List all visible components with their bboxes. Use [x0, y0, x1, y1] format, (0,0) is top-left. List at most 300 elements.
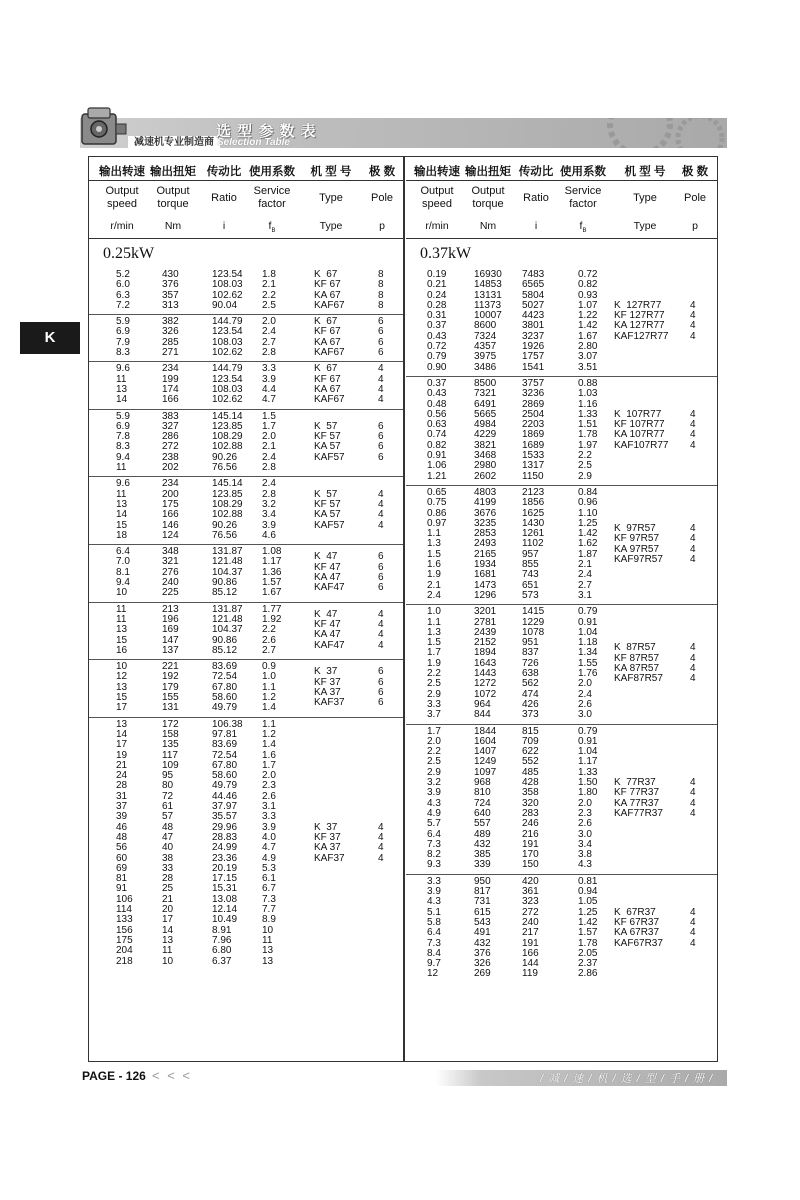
group-col-i — [522, 607, 544, 720]
type-cell: K 67 — [314, 363, 338, 375]
table-cell: 135 — [162, 739, 179, 751]
table-cell: 6.7 — [262, 883, 276, 895]
pole-cell: 6 — [378, 676, 384, 688]
table-cell: 7.2 — [116, 299, 130, 311]
group-type — [314, 823, 345, 864]
type-cell: K 37 — [314, 821, 338, 833]
table-cell: 1.2 — [262, 692, 276, 704]
header-en-5: Pole — [683, 192, 707, 204]
table-cell: 1.17 — [578, 756, 598, 768]
group-col-n — [427, 727, 441, 871]
group-col-f — [578, 488, 597, 601]
pole-cell: 6 — [378, 582, 384, 594]
table-cell: 1.50 — [578, 777, 598, 789]
table-cell: 1.36 — [262, 566, 282, 578]
table-cell: 49.79 — [212, 780, 238, 792]
table-cell: 3.7 — [427, 709, 441, 721]
table-cell: 3.4 — [578, 838, 592, 850]
table-cell: 28 — [116, 780, 128, 792]
table-cell: 10 — [116, 587, 128, 599]
group-separator — [89, 544, 403, 545]
table-cell: 102.62 — [212, 347, 243, 359]
table-cell: 474 — [522, 688, 539, 700]
type-cell: KAF67 — [314, 347, 345, 359]
table-cell: 1272 — [474, 678, 497, 690]
table-cell: 11 — [116, 488, 127, 500]
table-cell: 3.9 — [427, 886, 441, 898]
table-cell: 91 — [116, 883, 128, 895]
table-cell: 2.5 — [578, 460, 592, 472]
table-cell: 1.7 — [262, 759, 276, 771]
header-en-2: Ratio — [523, 192, 549, 204]
group-col-n — [116, 720, 133, 967]
header-unit-5: p — [379, 220, 385, 232]
pole-cell: 4 — [378, 842, 384, 854]
group-separator — [89, 476, 403, 477]
table-cell: 1.04 — [578, 746, 598, 758]
table-cell: 2602 — [474, 470, 497, 482]
group-col-n — [116, 479, 130, 541]
table-cell: 11 — [162, 945, 173, 957]
group-separator — [406, 376, 717, 377]
table-cell: 950 — [474, 875, 491, 887]
group-col-t — [162, 605, 179, 656]
table-cell: 46 — [116, 821, 128, 833]
table-cell: 0.56 — [427, 408, 447, 420]
table-cell: 13131 — [474, 289, 502, 301]
table-cell: 3.51 — [578, 361, 598, 373]
group-col-i — [212, 479, 243, 541]
table-cell: 557 — [474, 818, 491, 830]
power-rating: 0.25kW — [103, 245, 155, 262]
group-type — [614, 778, 663, 819]
group-col-i — [522, 727, 539, 871]
table-cell: 7483 — [522, 269, 545, 280]
group-pole — [378, 610, 384, 651]
table-cell: 14 — [162, 924, 174, 936]
table-cell: 174 — [162, 383, 179, 395]
table-cell: 19 — [116, 749, 128, 761]
table-cell: 102.88 — [212, 441, 243, 453]
table-cell: 5.3 — [262, 862, 276, 874]
table-cell: 0.31 — [427, 310, 447, 322]
table-cell: 2.9 — [427, 766, 441, 778]
table-cell: 837 — [522, 647, 539, 659]
table-cell: 1.34 — [578, 647, 598, 659]
table-cell: 1869 — [522, 429, 545, 441]
table-cell: 3.9 — [427, 787, 441, 799]
group-col-f — [578, 877, 597, 980]
pole-cell: 6 — [378, 420, 384, 432]
table-cell: 640 — [474, 807, 491, 819]
table-cell: 3.9 — [262, 519, 276, 531]
table-cell: 9.4 — [116, 577, 130, 589]
pole-cell: 4 — [690, 408, 696, 420]
table-cell: 14 — [116, 509, 128, 521]
table-cell: 4803 — [474, 487, 497, 498]
table-cell: 1689 — [522, 439, 545, 451]
type-cell: KF 57 — [314, 431, 341, 443]
table-cell: 9.4 — [116, 451, 130, 463]
table-cell: 1.87 — [578, 548, 598, 560]
table-cell: 2.1 — [427, 579, 441, 591]
header-en-4: Type — [319, 192, 343, 204]
table-cell: 76.56 — [212, 529, 238, 541]
table-cell: 119 — [522, 968, 538, 980]
table-cell: 1.17 — [262, 556, 282, 568]
type-cell: K 127R77 — [614, 299, 662, 311]
table-cell: 1.1 — [262, 681, 276, 693]
table-cell: 1.97 — [578, 439, 598, 451]
table-cell: 145.14 — [212, 410, 243, 422]
table-cell: 1894 — [474, 647, 497, 659]
table-cell: 1296 — [474, 589, 497, 601]
table-cell: 2.4 — [578, 688, 592, 700]
table-cell: 3.0 — [578, 709, 592, 721]
table-cell: 1.67 — [262, 587, 282, 599]
table-cell: 543 — [474, 916, 491, 928]
table-cell: 489 — [474, 828, 491, 840]
table-cell: 216 — [522, 828, 539, 840]
pole-cell: 6 — [378, 571, 384, 583]
table-cell: 69 — [116, 862, 128, 874]
table-cell: 1.7 — [262, 420, 276, 432]
header-unit-2: i — [534, 220, 538, 232]
table-cell: 83.69 — [212, 739, 238, 751]
table-cell: 15 — [116, 634, 128, 646]
header-cn-4: 机 型 号 — [624, 166, 666, 178]
table-cell: 1.55 — [578, 657, 598, 669]
header-unit-4: Type — [633, 220, 657, 232]
table-cell: 131.87 — [212, 603, 243, 615]
table-cell: 0.79 — [578, 725, 598, 737]
table-cell: 1249 — [474, 756, 497, 768]
header-cn-4: 机 型 号 — [310, 166, 352, 178]
pole-cell: 6 — [378, 441, 384, 453]
table-cell: 17 — [116, 702, 128, 714]
table-cell: 383 — [162, 410, 179, 422]
header-unit-3: $f_B$ — [579, 220, 587, 235]
page-arrows: < < < — [152, 1068, 192, 1083]
table-cell: 1.57 — [262, 577, 282, 589]
table-cell: 3.07 — [578, 351, 598, 363]
table-cell: 1.78 — [578, 937, 598, 949]
table-cell: 0.28 — [427, 299, 447, 311]
pole-cell: 4 — [690, 927, 696, 939]
header-separator-top — [89, 180, 403, 181]
table-cell: 2.4 — [262, 478, 276, 490]
table-cell: 67.80 — [212, 681, 238, 693]
header-cn-0: 输出转速 — [414, 166, 460, 178]
table-cell: 21 — [162, 893, 174, 905]
table-cell: 3.3 — [427, 698, 441, 710]
group-col-f — [262, 479, 276, 541]
table-cell: 2.0 — [262, 316, 276, 328]
table-cell: 10.49 — [212, 914, 238, 926]
table-cell: 5027 — [522, 299, 545, 311]
table-cell: 3.2 — [262, 498, 276, 510]
table-cell: 18 — [116, 529, 128, 541]
table-cell: 0.91 — [578, 616, 598, 628]
table-cell: 1.4 — [262, 739, 276, 751]
table-cell: 1625 — [522, 507, 545, 519]
table-cell: 1.42 — [578, 528, 598, 540]
table-cell: 8600 — [474, 320, 497, 332]
type-cell: KAF67R37 — [614, 937, 663, 949]
type-cell: K 87R57 — [614, 642, 656, 654]
header-en-2: Ratio — [211, 192, 237, 204]
table-cell: 191 — [522, 937, 539, 949]
group-col-i — [522, 379, 544, 482]
table-cell: 1.67 — [578, 330, 598, 342]
pole-cell: 4 — [378, 831, 384, 843]
group-type — [314, 317, 345, 358]
table-cell: 2869 — [522, 398, 545, 410]
table-cell: 562 — [522, 678, 539, 690]
table-cell: 121.48 — [212, 613, 243, 625]
section-tab-k: K — [20, 322, 80, 354]
table-cell: 1.07 — [578, 299, 598, 311]
table-cell: 1.57 — [578, 927, 598, 939]
page-title: 选 型 参 数 表 — [216, 123, 317, 140]
table-cell: 1.9 — [427, 657, 441, 669]
group-separator — [89, 602, 403, 603]
table-cell: 196 — [162, 613, 179, 625]
table-cell: 44.46 — [212, 790, 238, 802]
table-cell: 10 — [116, 661, 128, 673]
pole-cell: 8 — [378, 279, 384, 291]
table-cell: 810 — [474, 787, 491, 799]
pole-cell: 4 — [378, 629, 384, 641]
table-cell: 4.3 — [427, 896, 441, 908]
table-cell: 2.2 — [427, 746, 441, 758]
table-cell: 169 — [162, 624, 179, 636]
table-cell: 4357 — [474, 341, 497, 353]
table-cell: 320 — [522, 797, 539, 809]
table-cell: 2.0 — [578, 678, 592, 690]
table-cell: 72.54 — [212, 671, 238, 683]
table-cell: 144 — [522, 958, 539, 970]
type-cell: KAF87R57 — [614, 673, 663, 685]
table-cell: 9.6 — [116, 478, 130, 490]
table-cell: 339 — [474, 859, 491, 871]
table-cell: 1.22 — [578, 310, 598, 322]
table-cell: 2.6 — [578, 818, 592, 830]
table-cell: 1.80 — [578, 787, 598, 799]
table-cell: 218 — [116, 955, 133, 967]
table-cell: 1.62 — [578, 538, 598, 550]
table-cell: 0.63 — [427, 419, 447, 431]
group-col-n — [427, 607, 441, 720]
group-type — [314, 610, 345, 651]
table-cell: 5.8 — [427, 916, 441, 928]
type-cell: KA 87R57 — [614, 662, 660, 674]
table-cell: 7.7 — [262, 904, 276, 916]
table-cell: 108.03 — [212, 279, 243, 291]
table-cell: 2.0 — [262, 770, 276, 782]
type-cell: KA 107R77 — [614, 429, 665, 441]
pole-cell: 8 — [378, 269, 384, 280]
table-cell: 11 — [116, 603, 127, 615]
table-cell: 4.0 — [262, 831, 276, 843]
group-pole — [690, 301, 696, 342]
pole-cell: 4 — [378, 852, 384, 864]
type-cell: K 97R57 — [614, 523, 656, 535]
pole-cell: 4 — [378, 488, 384, 500]
table-cell: 158 — [162, 728, 179, 740]
group-col-i — [212, 605, 243, 656]
table-cell: 1.51 — [578, 419, 598, 431]
header-en-0: Output speed — [105, 185, 139, 210]
table-cell: 2.1 — [262, 279, 276, 291]
table-cell: 108.29 — [212, 431, 243, 443]
table-cell: 1097 — [474, 766, 497, 778]
group-col-f — [578, 607, 597, 720]
table-cell: 147 — [162, 634, 179, 646]
table-cell: 1.5 — [427, 548, 441, 560]
table-cell: 8.3 — [116, 347, 130, 359]
type-cell: K 67R37 — [614, 906, 656, 918]
header-unit-0: r/min — [110, 220, 134, 232]
table-cell: 1317 — [522, 460, 545, 472]
table-cell: 358 — [522, 787, 539, 799]
type-cell: KF 67 — [314, 326, 341, 338]
pole-cell: 8 — [378, 299, 384, 311]
table-cell: 238 — [162, 451, 179, 463]
table-cell: 2.0 — [262, 431, 276, 443]
table-cell: 6.4 — [427, 927, 441, 939]
group-pole — [378, 667, 384, 708]
table-cell: 2.8 — [262, 347, 276, 359]
table-cell: 90.86 — [212, 634, 238, 646]
table-cell: 8.1 — [116, 566, 130, 578]
header-separator-bottom — [406, 238, 717, 239]
table-cell: 1.0 — [427, 606, 441, 618]
table-cell: 58.60 — [212, 692, 238, 704]
table-cell: 0.24 — [427, 289, 447, 301]
table-cell: 166 — [162, 394, 179, 406]
table-cell: 67.80 — [212, 759, 238, 771]
header-cn-3: 使用系数 — [560, 166, 606, 178]
pole-cell: 4 — [378, 619, 384, 631]
group-col-i — [212, 412, 243, 474]
table-cell: 106.38 — [212, 718, 243, 730]
table-cell: 49.79 — [212, 702, 238, 714]
header-en-3: Service factor — [564, 185, 602, 210]
pole-cell: 6 — [378, 326, 384, 338]
table-cell: 3.4 — [262, 509, 276, 521]
table-cell: 97.81 — [212, 728, 238, 740]
table-cell: 8.91 — [212, 924, 232, 936]
type-cell: K 77R37 — [614, 777, 656, 789]
table-cell: 0.86 — [427, 507, 447, 519]
table-cell: 104.37 — [212, 566, 243, 578]
pole-cell: 4 — [378, 383, 384, 395]
table-cell: 1229 — [522, 616, 545, 628]
table-cell: 1.33 — [578, 408, 598, 420]
table-cell: 1533 — [522, 450, 545, 462]
type-cell: KAF47 — [314, 582, 345, 594]
type-cell: K 37 — [314, 666, 338, 678]
table-cell: 3236 — [522, 388, 545, 400]
table-cell: 6.4 — [116, 546, 130, 558]
table-cell: 1.6 — [262, 749, 276, 761]
table-cell: 11 — [116, 373, 127, 385]
table-cell: 85.12 — [212, 587, 238, 599]
table-cell: 1643 — [474, 657, 497, 669]
group-type — [314, 667, 345, 708]
table-cell: 17.15 — [212, 873, 238, 885]
table-cell: 2203 — [522, 419, 545, 431]
table-cell: 2.4 — [262, 326, 276, 338]
table-cell: 156 — [116, 924, 133, 936]
table-cell: 28 — [162, 873, 174, 885]
table-cell: 2.4 — [262, 451, 276, 463]
pole-cell: 4 — [690, 523, 696, 535]
group-separator — [89, 409, 403, 410]
table-cell: 16 — [116, 644, 128, 656]
table-cell: 8.2 — [427, 849, 441, 861]
pole-cell: 6 — [378, 451, 384, 463]
group-col-t — [162, 720, 179, 967]
table-cell: 4.3 — [427, 797, 441, 809]
group-col-t — [474, 270, 502, 373]
table-cell: 1.4 — [262, 702, 276, 714]
table-cell: 1.3 — [427, 626, 441, 638]
pole-cell: 4 — [690, 553, 696, 565]
table-cell: 855 — [522, 559, 539, 571]
header-unit-5: p — [692, 220, 698, 232]
table-cell: 131 — [162, 702, 179, 714]
group-col-f — [262, 720, 276, 967]
table-cell: 234 — [162, 478, 179, 490]
group-col-f — [578, 270, 597, 373]
table-cell: 8.4 — [427, 947, 441, 959]
table-cell: 0.9 — [262, 661, 276, 673]
table-cell: 1.04 — [578, 626, 598, 638]
type-cell: KA 67 — [314, 336, 341, 348]
table-cell: 175 — [162, 498, 179, 510]
group-col-n — [116, 662, 127, 713]
header-en-3: Service factor — [253, 185, 291, 210]
group-pole — [690, 778, 696, 819]
table-cell: 1.1 — [262, 718, 276, 730]
table-cell: 5.1 — [427, 906, 441, 918]
table-cell: 7.3 — [427, 937, 441, 949]
type-cell: K 107R77 — [614, 408, 662, 420]
table-cell: 957 — [522, 548, 539, 560]
table-cell: 170 — [522, 849, 539, 861]
table-cell: 1.08 — [262, 546, 282, 558]
table-cell: 4.6 — [262, 529, 276, 541]
table-cell: 131.87 — [212, 546, 243, 558]
type-cell: KA 37 — [314, 686, 341, 698]
table-cell: 175 — [116, 934, 133, 946]
table-cell: 3757 — [522, 378, 545, 389]
table-cell: 1.25 — [578, 517, 598, 529]
group-separator — [406, 485, 717, 486]
pole-cell: 4 — [690, 439, 696, 451]
table-cell: 1.7 — [427, 725, 441, 737]
table-cell: 10 — [262, 924, 274, 936]
group-type — [614, 643, 663, 684]
table-cell: 272 — [162, 441, 179, 453]
table-cell: 7321 — [474, 388, 497, 400]
table-cell: 5.9 — [116, 410, 130, 422]
table-cell: 10007 — [474, 310, 502, 322]
table-cell: 1407 — [474, 746, 497, 758]
table-cell: 12 — [427, 968, 439, 980]
